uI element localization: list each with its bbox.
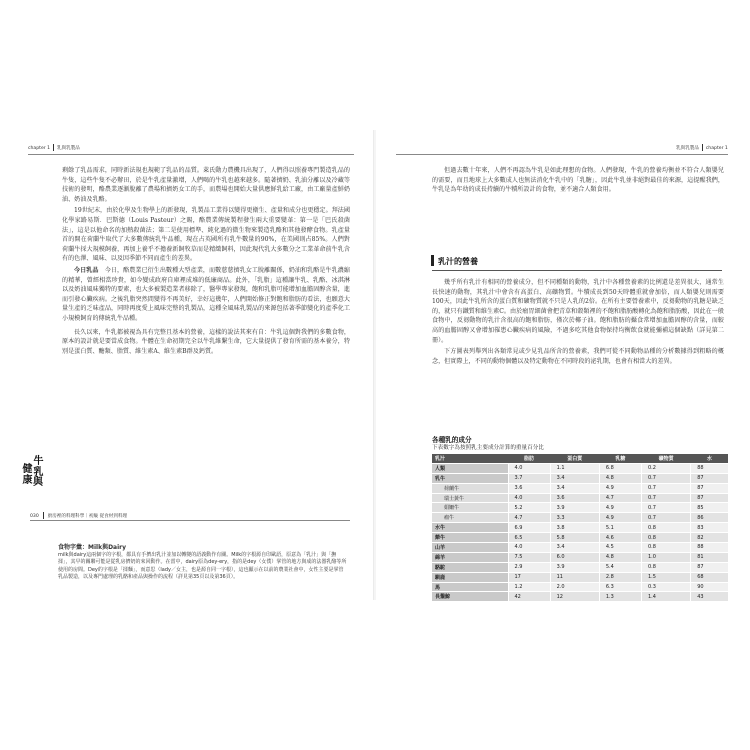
left-footer xyxy=(30,512,127,519)
table-cell: 0.8 xyxy=(641,543,690,553)
section-rule xyxy=(432,270,722,271)
table-cell: 0.8 xyxy=(641,533,690,543)
table-row xyxy=(432,592,728,602)
table-cell: 87 xyxy=(691,562,728,572)
paragraph-1: 剩餘了乳品需求，同時新法規也規範了乳品的品質。萊氏動力農機具出現了，人們得以照養專門製造乳品的牛隻，這些牛隻不必辦田，於是牛乳產量激增，人們喝的牛乳也越來越多。隨著擠奶、乳油分離以及冷藏等技術的發明，酪農業逐漸脫離了農場和擠奶女工的手，而農場也開始大量供應鮮乳給工廠，由工廠量產鮮奶油、奶油及乳酪。 xyxy=(62,167,350,203)
left-page-header xyxy=(28,144,80,151)
right-intro-text xyxy=(432,166,724,197)
paragraph-intro: 但過去數十年來，人們不再認為牛乳是如此理想的食物。人們發現，牛乳的營養均衡並不符合人類嬰兒的需要，而且地球上大多數成人也無法消化牛乳中的「乳糖」，因此牛乳並非絕對最佳的來源，這提醒我們，牛乳是為年幼的成長持續的牛犢所設計的食物，並不適合人類食用。 xyxy=(432,167,724,194)
table-cell: 1.4 xyxy=(641,592,690,602)
paragraph-2: 19世紀末，由於化學及生物學上的新發現，乳製品工業得以變得更衛生、產量和成分也更穩定。拜法國化學家路易斯．巴斯德（Louis Pasteur）之賜，酪農業傳統製程發生兩大重要變革：第一是「巴氏殺菌法」，這是以他命名的加熱殺菌法；第二是使用標準、純化過的微生物來製造乳酪和其他發酵食物。乳產量首的開在荷蘭牛取代了大多數傳統乳牛品種，現在占英國所有乳牛數量的90%，在美國則占85%。人們對荷蘭牛採大規模飼養，再加上養乎不擔養新飼牧草而是精緻飼料，因此現代乳大多數分之工業革命前牛乳含有的色澤、風味、以及因季節不同而產生的差異。 xyxy=(62,207,350,263)
today-lead: 今日乳品 xyxy=(74,266,99,274)
row-label: 瘤牛 xyxy=(432,513,508,523)
table-cell: 1.0 xyxy=(641,552,690,562)
left-body-text xyxy=(62,166,350,358)
table-cell: 4.0 xyxy=(508,463,550,473)
table-cell: 4.7 xyxy=(599,493,641,503)
table-cell: 0.3 xyxy=(641,582,690,592)
table-cell: 4.0 xyxy=(508,493,550,503)
table-row xyxy=(432,463,728,473)
table-header-row xyxy=(432,454,728,463)
table-cell: 4.9 xyxy=(599,513,641,523)
table-row xyxy=(432,533,728,543)
right-page xyxy=(376,130,750,600)
table-cell: 5.2 xyxy=(508,503,550,513)
table-cell: 12 xyxy=(550,592,599,602)
table-title: 各種乳的成分 xyxy=(432,436,472,444)
milk-composition-table xyxy=(432,454,728,602)
row-label: 長鬚鯨 xyxy=(432,592,508,602)
table-cell: 3.6 xyxy=(508,483,550,493)
table-cell: 0.2 xyxy=(641,463,690,473)
left-header-rule xyxy=(28,154,354,155)
footer-page-number: 030 xyxy=(30,514,39,519)
table-cell: 43 xyxy=(691,592,728,602)
table-cell: 87 xyxy=(691,473,728,483)
table-body xyxy=(432,463,728,601)
table-cell: 1.5 xyxy=(641,572,690,582)
paragraph-health: 長久以來，牛乳都被視為具有完整且基本的營養，這樣的說法其來有自：牛乳這個對我們的多數食物，原本的設計就是要當成食物。牛體在生命初期完全以牛乳維繫生命，它大量提供了發育所需的基本養分，特別是蛋白質、醣類、脂質、維生素A、維生素B群及鈣質。 xyxy=(62,328,350,355)
row-label: 瑞士黃牛 xyxy=(432,493,508,503)
footer-book-title: 廚房裡的料理科學｜初級 從食材到料理 xyxy=(47,514,128,519)
column-header: 乳汁 xyxy=(432,454,508,463)
table-cell: 4.9 xyxy=(599,503,641,513)
left-header-chapter: chapter 1 xyxy=(28,146,51,151)
table-cell: 3.4 xyxy=(550,483,599,493)
table-cell: 2.0 xyxy=(550,582,599,592)
row-label: 娟姍牛 xyxy=(432,503,508,513)
paragraph-nutrition-1: 幾乎所有乳汁有相同的營養成分，但不同種類的動物，乳汁中各種營養素的比例還是差異很大，通常生長快速的動物，其乳汁中會含有高蛋白、高礦物質。牛犢成長到50天時體重就會加倍，而人類嬰兒則需要100天，因此牛乳所含的蛋白質和礦物質就不只是人乳的2倍。在所有主要營養素中，反芻動物的乳糖是缺乏的，就只有鐵質和維生素C。由於瘤胃細菌會把青草和穀類裡的不飽和脂肪酸轉化為飽和脂肪酸，因此在一般食物中，反芻動物的乳汁含很高的飽和脂肪，僅次於椰子油。飽和脂肪的攝食常增加血膽固醇的含量，而較高的血膽固醇又會增加罹患心臟疾病的風險，不過多吃其他食物保持均衡飲食就能彌補這個缺點（詳見第二冊）。 xyxy=(432,279,724,344)
table-row xyxy=(432,562,728,572)
column-header: 脂肪 xyxy=(508,454,550,463)
table-cell: 88 xyxy=(691,463,728,473)
glossary-text: milk與dairy這兩個字的字根，都具有手擠出乳汁並加以轉變的語義動作有關。Milk的字根源自印歐語，原意為「乳汁」與「撫揉」，其早的關聯可能是從乳房擠奶的來回動作。在當中，dairy原為dey-ery，指的是dey（女僕）掌管的地方與成的法器乳酪等所使用的房間。Dey的字根是「揉麵」，而意思（lady／女主，也是源自同一字根），這也顯示在以前的農業社會中，女性主要是掌管乳品製造，以及專門處理的乳酪和產品與操作的流程（詳見第35頁以及第36頁）。 xyxy=(58,551,347,581)
row-label: 犛牛 xyxy=(432,533,508,543)
table-cell: 1.3 xyxy=(599,592,641,602)
table-cell: 6.0 xyxy=(550,552,599,562)
table-cell: 3.4 xyxy=(550,543,599,553)
table-cell: 5.1 xyxy=(599,523,641,533)
table-row xyxy=(432,523,728,533)
vertical-title-col1: 牛 乳 xyxy=(33,456,44,478)
table-row xyxy=(432,473,728,483)
table-row xyxy=(432,503,728,513)
table-row xyxy=(432,513,728,523)
left-page xyxy=(0,130,374,600)
table-cell: 3.3 xyxy=(550,513,599,523)
table-cell: 4.9 xyxy=(599,483,641,493)
header-divider xyxy=(702,144,703,151)
row-label: 荷蘭牛 xyxy=(432,483,508,493)
table-cell: 5.4 xyxy=(599,562,641,572)
row-label: 水牛 xyxy=(432,523,508,533)
table-cell: 17 xyxy=(508,572,550,582)
table-cell: 4.5 xyxy=(599,543,641,553)
table-cell: 0.7 xyxy=(641,493,690,503)
table-cell: 86 xyxy=(691,513,728,523)
table-cell: 4.0 xyxy=(508,543,550,553)
table-cell: 11 xyxy=(550,572,599,582)
column-header: 乳糖 xyxy=(599,454,641,463)
section-title: 乳汁的營養 xyxy=(438,257,478,266)
table-cell: 85 xyxy=(691,503,728,513)
table-cell: 6.5 xyxy=(508,533,550,543)
header-divider xyxy=(53,144,54,151)
table-cell: 4.8 xyxy=(599,473,641,483)
table-row xyxy=(432,552,728,562)
paragraph-nutrition-2: 下方圖表列舉列出各類常見或少見乳品所含的營養素，我們可從不同動物品種的分析數據得到粗略的概念，但實際上，不同的動物個體以及特定動物在不同時段的泌乳期，也會有相當大的差異。 xyxy=(432,348,724,365)
table-cell: 0.8 xyxy=(641,523,690,533)
today-text: 今日，酪農業已衍生出數種大型產業，而數慈慈擠乳女工脫離關係，奶油和乳酪是牛乳濃縮的精華，曾經相當珍貴，如今變成政府自庫裡成堆的低廉商品。此外，「乳脂」這種讓牛乳、乳酪、冰淇淋以及奶油風味獨特的要素，也大多被製造業者移除了，醫學專家發現，飽和乳脂可能增加血膽固醇含量，進而引發心臟疾病。之後乳脂突然間變得不再美好，幸好這幾年，人們開始修正對飽和脂肪的看法，也願意大量生產的乏味產品，同時再度愛上風味完整的乳製品，這種全風味乳製品的來源包括著季節變化的產季化工小規模飼育的傳統乳牛品種。 xyxy=(62,266,351,322)
table-cell: 88 xyxy=(691,543,728,553)
right-body-text xyxy=(432,278,724,368)
left-footer-rule xyxy=(30,520,350,521)
row-label: 綿羊 xyxy=(432,552,508,562)
column-header: 礦物質 xyxy=(641,454,690,463)
table-cell: 2.9 xyxy=(508,562,550,572)
table-cell: 68 xyxy=(691,572,728,582)
table-cell: 42 xyxy=(508,592,550,602)
table-row xyxy=(432,483,728,493)
table-cell: 83 xyxy=(691,523,728,533)
section-marker xyxy=(431,255,434,266)
row-label: 人類 xyxy=(432,463,508,473)
row-label: 山羊 xyxy=(432,543,508,553)
vertical-title-col2: 健 康 與 xyxy=(22,464,43,488)
table-cell: 3.4 xyxy=(550,473,599,483)
table-cell: 0.7 xyxy=(641,473,690,483)
table-cell: 3.6 xyxy=(550,493,599,503)
table-row xyxy=(432,572,728,582)
glossary-title: 食物字彙：Milk與Dairy xyxy=(58,544,127,551)
row-label: 駱駝 xyxy=(432,562,508,572)
right-header-title: 乳與乳製品 xyxy=(676,146,699,151)
right-header-rule xyxy=(396,154,728,155)
table-cell: 87 xyxy=(691,493,728,503)
column-header: 蛋白質 xyxy=(550,454,599,463)
table-cell: 3.7 xyxy=(508,473,550,483)
column-header: 水 xyxy=(691,454,728,463)
footer-divider xyxy=(43,512,44,519)
table-cell: 82 xyxy=(691,533,728,543)
table-cell: 0.7 xyxy=(641,503,690,513)
table-cell: 2.8 xyxy=(599,572,641,582)
table-cell: 0.7 xyxy=(641,513,690,523)
table-cell: 81 xyxy=(691,552,728,562)
table-cell: 6.9 xyxy=(508,523,550,533)
table-cell: 90 xyxy=(691,582,728,592)
table-row xyxy=(432,543,728,553)
row-label: 馬 xyxy=(432,582,508,592)
table-row xyxy=(432,493,728,503)
paragraph-today xyxy=(62,266,350,324)
table-cell: 0.8 xyxy=(641,562,690,572)
table-cell: 0.7 xyxy=(641,483,690,493)
table-cell: 4.8 xyxy=(599,552,641,562)
table-row xyxy=(432,582,728,592)
table-cell: 87 xyxy=(691,483,728,493)
table-subtitle: 下表數字為按照乳主要成分計算的重量百分比 xyxy=(432,445,544,451)
table-cell: 3.9 xyxy=(550,562,599,572)
table-cell: 4.6 xyxy=(599,533,641,543)
table-cell: 3.8 xyxy=(550,523,599,533)
right-header-chapter: chapter 1 xyxy=(705,146,728,151)
left-header-title: 乳與乳製品 xyxy=(56,146,80,151)
table-cell: 4.7 xyxy=(508,513,550,523)
table-cell: 7.5 xyxy=(508,552,550,562)
table-cell: 3.9 xyxy=(550,503,599,513)
glossary-box xyxy=(58,544,348,582)
row-label: 馴鹿 xyxy=(432,572,508,582)
table-cell: 5.8 xyxy=(550,533,599,543)
row-label: 乳牛 xyxy=(432,473,508,483)
table-cell: 6.3 xyxy=(599,582,641,592)
right-page-header xyxy=(676,144,728,151)
table-cell: 1.1 xyxy=(550,463,599,473)
table-cell: 1.2 xyxy=(508,582,550,592)
table-cell: 6.8 xyxy=(599,463,641,473)
